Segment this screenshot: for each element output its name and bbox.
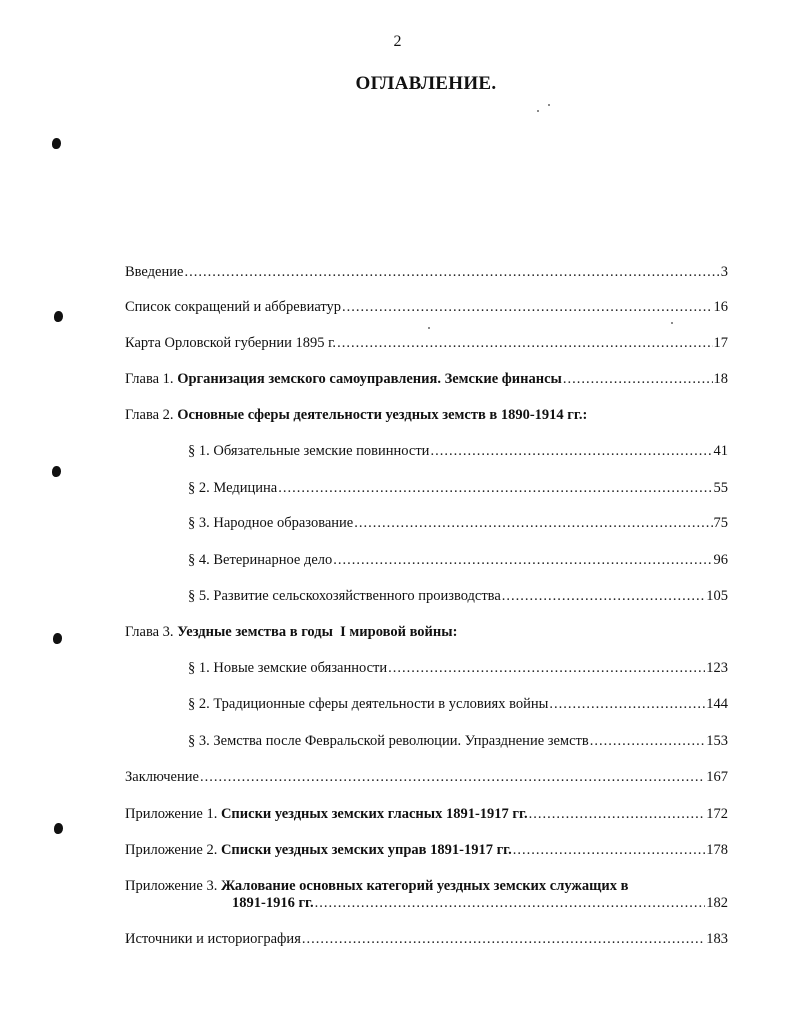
toc-entry-label: § 2. Медицина (188, 480, 278, 496)
toc-entry-abbreviations[interactable] (125, 296, 728, 318)
page-number: 2 (393, 33, 402, 50)
toc-page-number: 75 (713, 515, 728, 531)
toc-entry-section[interactable] (188, 585, 728, 607)
toc-page-number: 17 (713, 335, 728, 351)
toc-entry-label: § 3. Народное образование (188, 515, 354, 531)
toc-entry-label: § 5. Развитие сельскохозяйственного производства (188, 588, 501, 604)
appendix-title: Списки уездных земских управ 1891-1917 гг. (220, 842, 512, 858)
toc-entry-label: Список сокращений и аббревиатур (125, 299, 342, 315)
appendix-prefix: Приложение 2. (125, 842, 218, 858)
toc-entry-conclusion[interactable] (125, 766, 728, 788)
toc-heading-chapter-3[interactable] (125, 621, 457, 643)
toc-entry-label: Карта Орловской губернии 1895 г. (125, 335, 337, 351)
toc-entry-map[interactable] (125, 332, 728, 354)
toc-page-number: 182 (706, 895, 728, 911)
toc-entry-intro[interactable] (125, 261, 728, 283)
toc-entry-label: Заключение (125, 769, 199, 785)
chapter-prefix: Глава 1. (125, 371, 174, 387)
dot-leader (333, 549, 712, 571)
toc-page-number: 96 (713, 552, 728, 568)
toc-entry-section[interactable] (188, 730, 728, 752)
dot-leader (200, 766, 705, 788)
toc-entry-sources[interactable] (125, 928, 728, 950)
dot-leader (278, 477, 712, 499)
toc-entry-label: § 3. Земства после Февральской революции. Упразднение земств (188, 733, 589, 749)
dot-leader (354, 512, 712, 534)
chapter-prefix: Глава 3. (125, 624, 174, 640)
dot-leader (502, 585, 705, 607)
chapter-title: Уездные земства в годы I мировой войны: (177, 624, 458, 640)
toc-page-number: 3 (720, 264, 728, 280)
toc-page-number: 41 (713, 443, 728, 459)
toc-entry-label: § 1. Новые земские обязанности (188, 660, 388, 676)
toc-entry-appendix-1[interactable] (125, 803, 728, 825)
dot-leader (430, 440, 712, 462)
dot-leader (563, 368, 713, 390)
toc-page-number: 167 (706, 769, 728, 785)
toc-entry-section[interactable] (188, 549, 728, 571)
toc-entry-label: Источники и историография (125, 931, 301, 947)
toc-page-number: 55 (713, 480, 728, 496)
toc-page-number: 16 (713, 299, 728, 315)
toc-page-number: 18 (713, 371, 728, 387)
toc-entry-section[interactable] (188, 657, 728, 679)
page-title: ОГЛАВЛЕНИЕ. (355, 73, 497, 94)
toc-page-number: 144 (706, 696, 728, 712)
appendix-prefix: Приложение 3. (125, 878, 218, 894)
toc-entry-label: Введение (125, 264, 184, 280)
toc-heading-chapter-2[interactable] (125, 404, 587, 426)
dot-leader (529, 803, 706, 825)
toc-entry-label: § 2. Традиционные сферы деятельности в условиях войны (188, 696, 549, 712)
toc-entry-section[interactable] (188, 477, 728, 499)
chapter-prefix: Глава 2. (125, 407, 174, 423)
toc-entry-chapter-1[interactable] (125, 368, 728, 390)
dot-leader (590, 730, 706, 752)
appendix-title: Списки уездных земских гласных 1891-1917 гг. (220, 806, 528, 822)
appendix-title: Жалование основных категорий уездных земских служащих в (220, 878, 629, 894)
toc-page-number: 153 (706, 733, 728, 749)
dot-leader (337, 332, 712, 354)
toc-page-number: 178 (706, 842, 728, 858)
toc-entry-section[interactable] (188, 693, 728, 715)
dot-leader (513, 839, 706, 861)
toc-entry-appendix-3-continuation[interactable] (232, 892, 728, 914)
dot-leader (302, 928, 705, 950)
toc-entry-appendix-2[interactable] (125, 839, 728, 861)
toc-page-number: 172 (706, 806, 728, 822)
toc-page-number: 183 (706, 931, 728, 947)
dot-leader (549, 693, 705, 715)
toc-entry-label (125, 839, 512, 861)
toc-entry-section[interactable] (188, 440, 728, 462)
chapter-title: Основные сферы деятельности уездных земств в 1890-1914 гг.: (177, 407, 588, 423)
toc-entry-section[interactable] (188, 512, 728, 534)
toc-entry-label (232, 892, 314, 914)
appendix-title-continuation: 1891-1916 гг. (232, 895, 314, 911)
dot-leader (184, 261, 719, 283)
toc-entry-label (125, 368, 562, 390)
toc-entry-label (125, 803, 528, 825)
appendix-prefix: Приложение 1. (125, 806, 218, 822)
toc-entry-label: § 4. Ветеринарное дело (188, 552, 333, 568)
chapter-title: Организация земского самоуправления. Земские финансы (177, 371, 562, 387)
toc-entry-label: § 1. Обязательные земские повинности (188, 443, 430, 459)
dot-leader (388, 657, 705, 679)
dot-leader (342, 296, 712, 318)
toc-page-number: 105 (706, 588, 728, 604)
dot-leader (315, 892, 706, 914)
toc-page-number: 123 (706, 660, 728, 676)
